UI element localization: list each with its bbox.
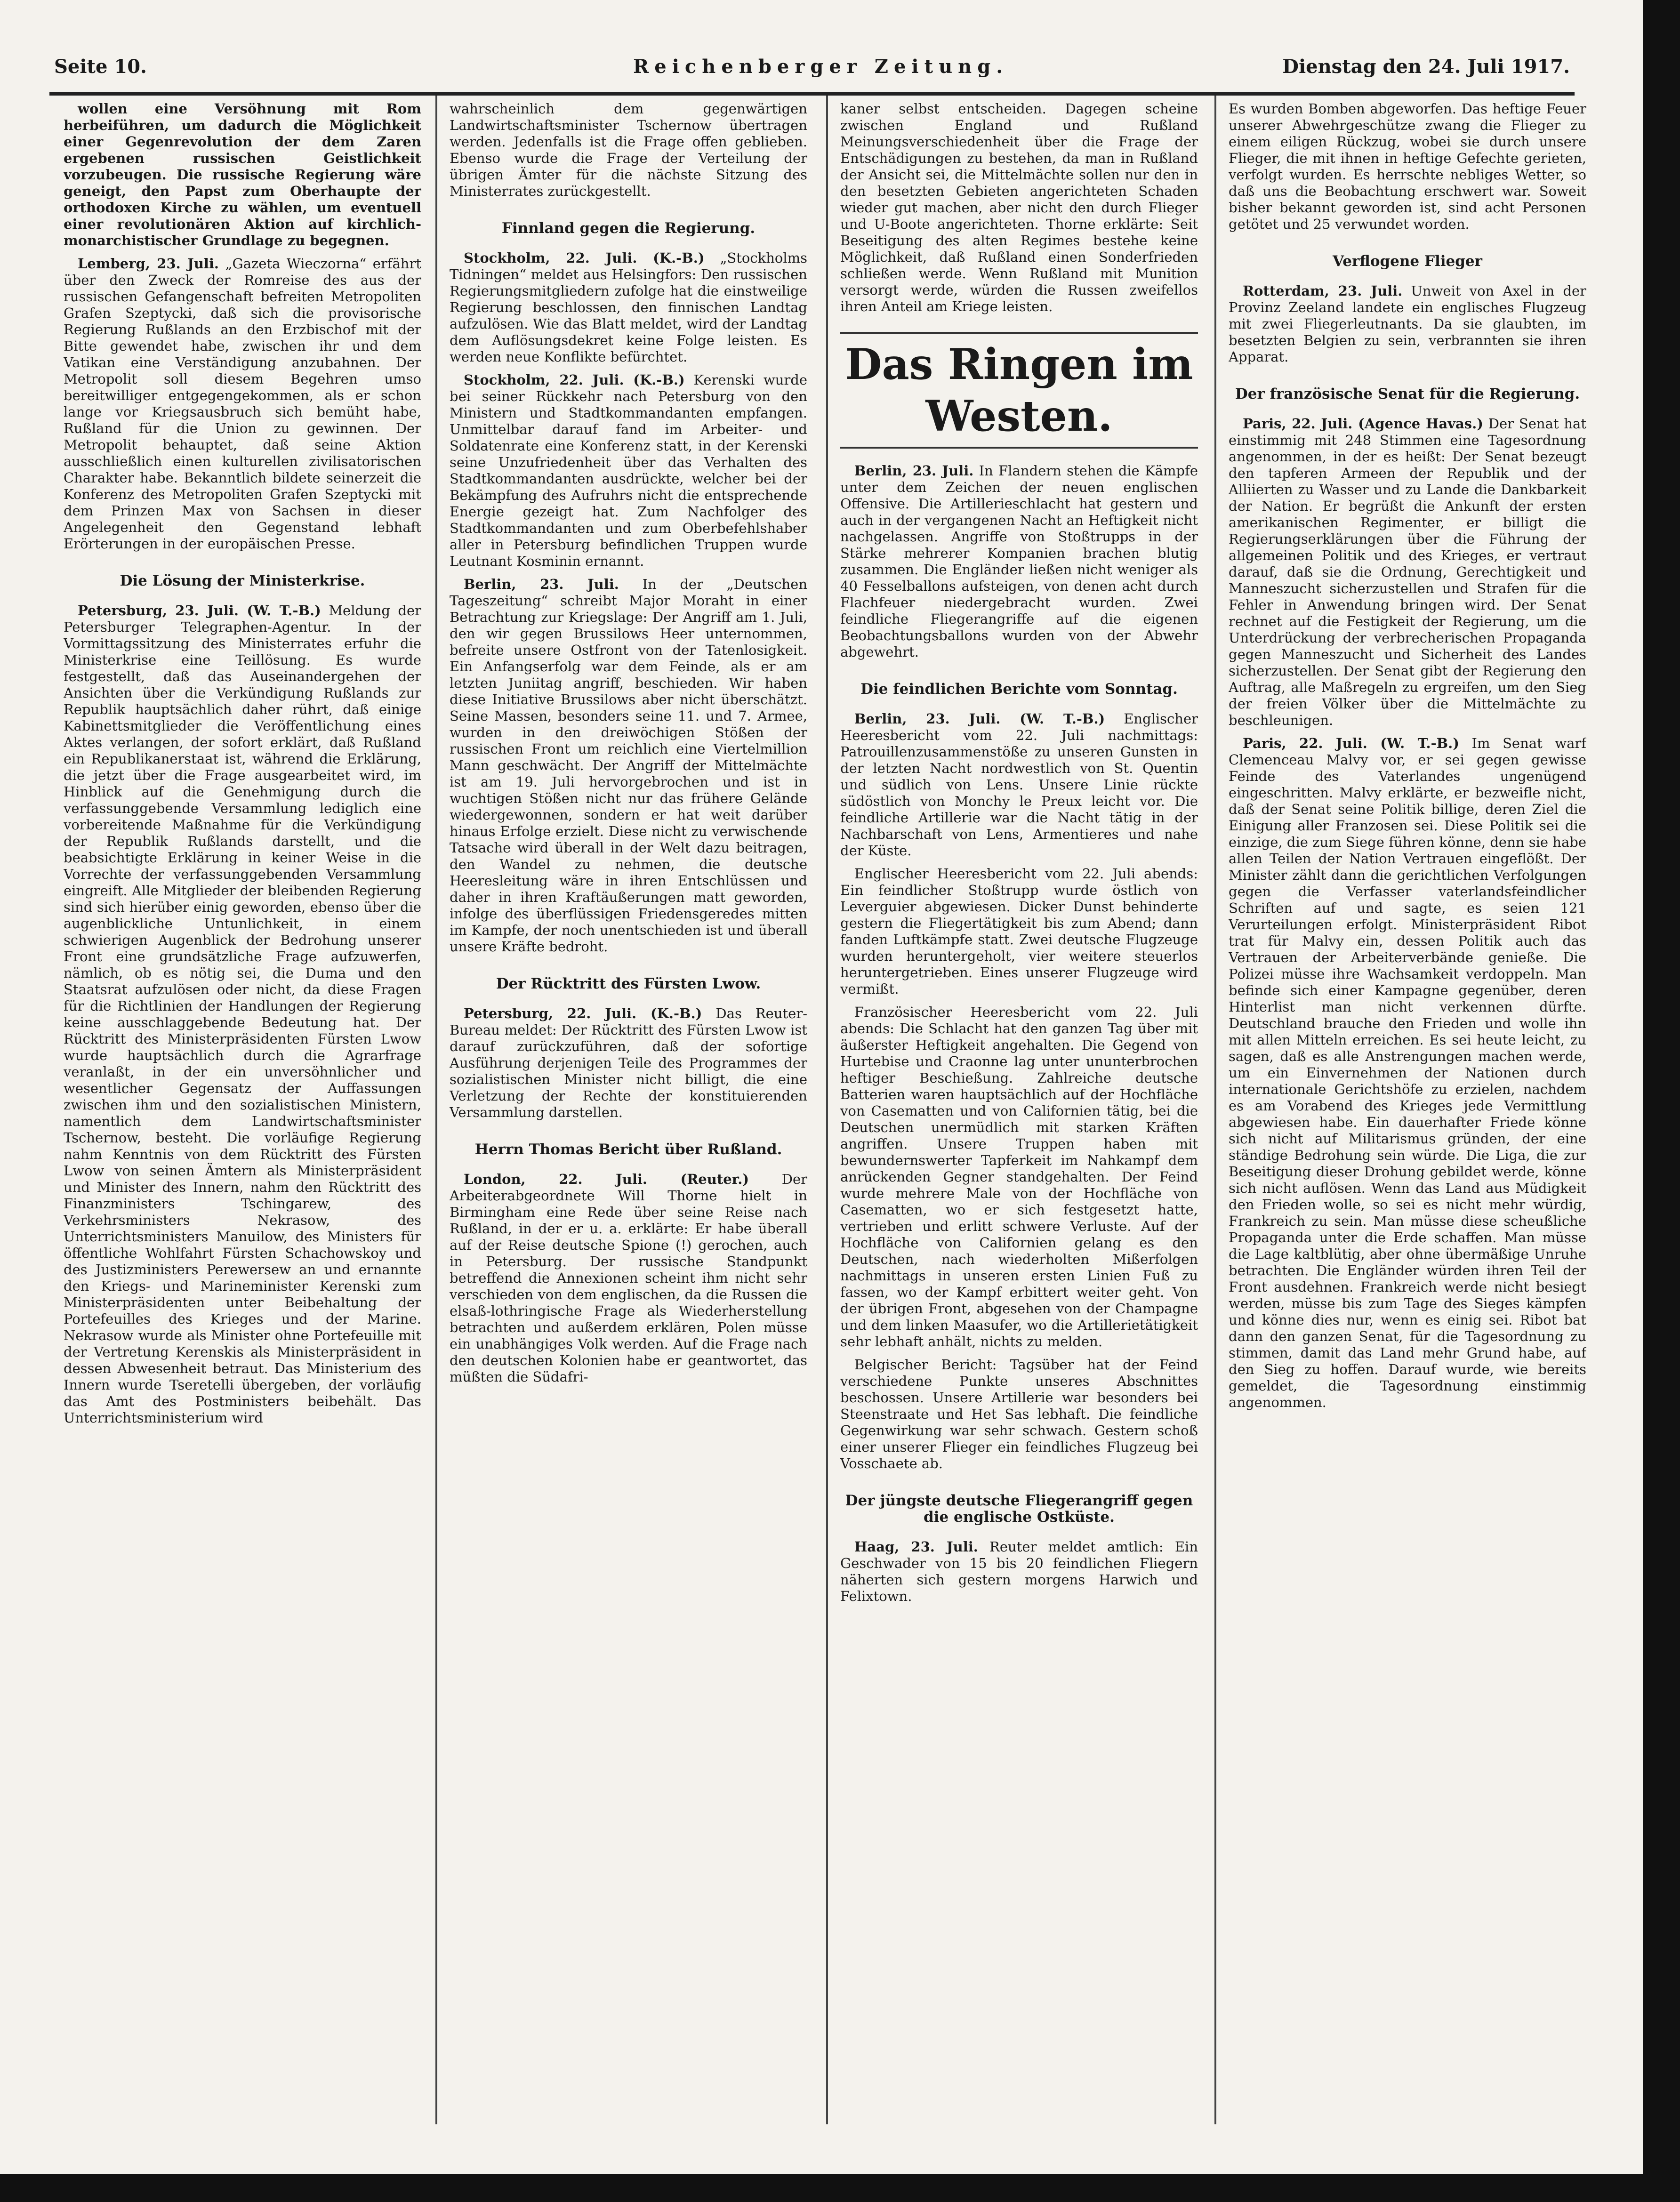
column-4 [1229, 101, 1586, 2125]
article-headline: Die Lösung der Ministerkrise. [120, 572, 365, 589]
column-divider [435, 96, 437, 2124]
paragraph-text: Meldung der Petersburger Telegraphen-Agentur. In der Vormittagssitzung des Ministerrates erfuhr die Ministerkrise eine Teillösung. Es wurde festgestellt, daß das Auseinandergehen der Ansichten über die Verkündigung Rußlands zur Republik hauptsächlich daher rührt, daß einige Kabinettsmitglieder die Veröffentlichung eines Aktes verlangen, der sofort erklärt, daß Rußland ein Republikanerstaat ist, während die Erklärung, die jetzt über die Frage ausgearbeitet wird, im Hinblick auf die Genehmigung durch die verfassunggebende Versammlung lediglich eine vorbereitende Maßnahme für die Verkündigung der Republik Rußlands darstellt, und die beabsichtigte Erklärung in keiner Weise in die Vorrechte der verfassunggebenden Versammlung eingreift. Alle Mitglieder der bleibenden Regierung sind sich hierüber einig geworden, ebenso über die augenblickliche Untunlichkeit, in einem schwierigen Augenblick der Bedrohung unserer Front eine grundsätzliche Frage aufzuwerfen, nämlich, ob es nötig sei, die Duma und den Staatsrat aufzulösen oder nicht, da diese Fragen für die Richtlinien der Handlungen der Regierung keine ausschlaggebende Bedeutung hat. Der Rücktritt des Ministerpräsidenten Fürsten Lwow wurde hauptsächlich durch die Agrarfrage veranlaßt, in der ein unversöhnlicher und wesentlicher Gegensatz der Auffassungen zwischen ihm und den sozialistischen Ministern, namentlich dem Landwirtschaftsminister Tschernow, besteht. Die vorläufige Regierung nahm Kenntnis von dem Rücktritt des Fürsten Lwow von seinen Ämtern als Ministerpräsident und Minister des Innern, nahm den Rücktritt des Finanzministers Tschingarew, des Verkehrsministers Nekrasow, des Unterrichtsministers Manuilow, des Ministers für öffentliche Wohlfahrt Fürsten Schachowskoy und des Justizministers Perewersew an und ernannte den Kriegs- und Marineminister Kerenski zum Ministerpräsidenten unter Beibehaltung der Portefeuilles des Krieges und der Marine. Nekrasow wurde als Minister ohne Portefeuille mit der Vertretung Kerenskis als Ministerpräsident in dessen Abwesenheit betraut. Das Ministerium des Innern wurde Tseretelli übergeben, der vorläufig das Amt des Postministers beibehält. Das Unterrichtsministerium wird [64, 603, 421, 1426]
paragraph-text: Der Arbeiterabgeordnete Will Thorne hielt in Birmingham eine Rede über seine Reise nach Rußland, in der er u. a. erklärte: Er habe überall auf der Reise deutsche Spione (!) gerochen, auch in Petersburg. Der russische Standpunkt betreffend die Annexionen scheint ihm nicht sehr verschieden von dem englischen, da die Russen die elsaß-lothringische Frage als Wiederherstellung betrachten und außerdem erklären, Polen müsse ein unabhängiges Volk werden. Auf die Frage nach den deutschen Kolonien habe er geantwortet, das müßten die Südafri- [450, 1171, 807, 1385]
dateline: Berlin, 23. Juli. [854, 463, 974, 479]
article-paragraph [450, 101, 807, 200]
dateline: Petersburg, 22. Juli. (K.-B.) [464, 1005, 702, 1021]
article-headline: Der Rücktritt des Fürsten Lwow. [496, 975, 761, 992]
paragraph-text: Der Senat hat einstimmig mit 248 Stimmen eine Tagesordnung angenommen, in der es heißt: Der Senat bezeugt den tapferen Armeen der Republik und der Alliierten zu Wasser und zu Lande die Dankbarkeit der Nation. Er begrüßt die Ankunft der ersten amerikanischen Regimenter, er billigt die Regierungserklärungen über die Führung der allgemeinen Politik und des Krieges, er vertraut darauf, daß sie die Ordnung, Gerechtigkeit und Manneszucht sicherzustellen und Strafen für die Fehler in Anwendung bringen wird. Der Senat rechnet auf die Festigkeit der Regierung, um die Unterdrückung der verbrecherischen Propaganda gegen Manneszucht und Sicherheit des Landes sicherzustellen. Der Senat gibt der Regierung den Auftrag, alle Maßregeln zu ergreifen, um den Sieg der freien Völker über die Mittelmächte zu beschleunigen. [1229, 416, 1586, 728]
dateline: Stockholm, 22. Juli. (K.-B.) [464, 250, 705, 266]
article-paragraph [840, 101, 1198, 315]
article-paragraph [450, 372, 807, 570]
article-paragraph [450, 1005, 807, 1121]
paragraph-text: wollen eine Versöhnung mit Rom herbeiführen, um dadurch die Möglichkeit einer Gegenrevolution der dem Zaren ergebenen russischen Geistlichkeit vorzubeugen. Die russische Regierung wäre geneigt, den Papst zum Oberhaupte der orthodoxen Kirche zu wählen, um eventuell einer revolutionären Aktion auf kirchlich-monarchistischer Grundlage zu begegnen. [64, 101, 421, 249]
article-paragraph [840, 1004, 1198, 1350]
section-title: Das Ringen im Westen. [840, 332, 1198, 449]
article-headline: Die feindlichen Berichte vom Sonntag. [860, 681, 1178, 698]
article-paragraph [840, 1357, 1198, 1472]
scan-edge [1643, 0, 1680, 2202]
scan-edge [0, 2174, 1680, 2202]
dateline: Lemberg, 23. Juli. [78, 256, 219, 272]
column-divider [1214, 96, 1216, 2124]
article-paragraph [1229, 283, 1586, 365]
article-headline: Finnland gegen die Regierung. [501, 220, 756, 237]
paragraph-text: „Stockholms Tidningen“ meldet aus Helsingfors: Den russischen Regierungsmitgliedern zufolge hat die einstweilige Regierung beschlossen, den finnischen Landtag aufzulösen. Wie das Blatt meldet, wird der Landtag dem Auflösungsdekret keine Folge leisten. Es werden neue Konflikte befürchtet. [450, 250, 807, 365]
article-headline: Der jüngste deutsche Fliegerangriff gegen die englische Ostküste. [845, 1492, 1193, 1526]
article-paragraph [1229, 735, 1586, 1411]
paragraph-text: Im Senat warf Clemenceau Malvy vor, er sei gegen gewisse Feinde des Vaterlandes ungenügend eingeschritten. Malvy erklärte, er bezweifle nicht, daß der Senat seine Politik billige, deren Ziel die Einigung aller Franzosen sei. Diese Politik sei die einzige, die zum Siege führen könne, denn sie habe allen Teilen der Nation Vertrauen eingeflößt. Der Minister zählt dann die gerichtlichen Verfolgungen gegen die Verfasser vaterlandsfeindlicher Schriften auf und sagte, es seien 121 Verurteilungen erfolgt. Ministerpräsident Ribot trat für Malvy ein, dessen Politik auch das Vertrauen der Arbeiterverbände genieße. Die Polizei müsse ihre Wachsamkeit verdoppeln. Man befinde sich einer Kampagne gegenüber, deren Hinterlist man nicht verkennen dürfte. Deutschland brauche den Frieden und wolle ihn mit allen Mitteln erreichen. Es sei heute leicht, zu sagen, daß es alle Anstrengungen machen werde, um ein Einvernehmen der Nationen durch internationale Gerichtshöfe zu erzielen, nachdem es am Vorabend des Krieges jede Vermittlung abgewiesen habe. Ein dauerhafter Friede könne sich nicht auf Militarismus gründen, der eine ständige Bedrohung sein würde. Die Liga, die zur Beseitigung dieser Drohung gebildet werde, könne sich nicht auflösen. Wenn das Land aus Müdigkeit den Frieden wolle, so sei es nicht mehr würdig, Frankreich zu sein. Man müsse diese scheußliche Propaganda unter die Erde schaffen. Man müsse die Lage kaltblütig, aber ohne übermäßige Unruhe betrachten. Die Engländer würden ihren Teil der Front ausdehnen. Frankreich werde nicht besiegt werden, müsse bis zum Tage des Sieges kämpfen und könne dies nur, wenn es einig sei. Ribot bat dann den ganzen Senat, für die Tagesordnung zu stimmen, damit das Land mehr Grund habe, auf den Sieg zu hoffen. Darauf wurde, wie bereits gemeldet, die Tagesordnung einstimmig angenommen. [1229, 735, 1586, 1410]
dateline: Haag, 23. Juli. [854, 1539, 978, 1555]
paragraph-text: Kerenski wurde bei seiner Rückkehr nach Petersburg von den Ministern und Stadtkommandanten empfangen. Unmittelbar darauf fand im Arbeiter- und Soldatenrate eine Konferenz statt, in der Kerenski seine Unzufriedenheit über das Verhalten des Stadtkommandanten ausdrückte, welcher bei der Bekämpfung des Aufruhrs nicht die entsprechende Energie gezeigt hat. Zum Nachfolger des Stadtkommandanten und zum Oberbefehlshaber aller in Petersburg befindlichen Truppen wurde Leutnant Kosminin ernannt. [450, 372, 807, 569]
article-paragraph [450, 576, 807, 955]
paragraph-text: Reuter meldet amtlich: Ein Geschwader von 15 bis 20 feindlichen Fliegern näherten sich gestern morgens Harwich und Felixtown. [840, 1539, 1198, 1604]
dateline: London, 22. Juli. (Reuter.) [464, 1171, 749, 1187]
column-1 [64, 101, 421, 2125]
paragraph-text: kaner selbst entscheiden. Dagegen scheine zwischen England und Rußland Meinungsverschiedenheit über die Frage der Entschädigungen zu bestehen, da man in Rußland der Ansicht sei, die Mittelmächte sollen nur den in den besetzten Gebieten angerichteten Schaden wieder gut machen, aber nicht den durch Flieger und U-Boote angerichteten. Thorne erklärte: Seit Beseitigung des alten Regimes bestehe keine Möglichkeit, daß Rußland einen Sonderfrieden schließen werde. Wenn Rußland mit Munition versorgt werde, würden die Russen zweifellos ihren Anteil am Kriege leisten. [840, 101, 1198, 314]
newspaper-title: Reichenberger Zeitung. [633, 56, 1009, 78]
paragraph-text: Englischer Heeresbericht vom 22. Juli abends: Ein feindlicher Stoßtrupp wurde östlich von Leverguier abgewiesen. Dicker Dunst behinderte gestern die Fliegertätigkeit bis zum Abend; dann fanden Luftkämpfe statt. Zwei deutsche Flugzeuge wurden heruntergeholt, vier weitere steuerlos heruntergetrieben. Eines unserer Flugzeuge wird vermißt. [840, 866, 1198, 997]
article-headline: Verflogene Flieger [1333, 253, 1482, 270]
dateline: Berlin, 23. Juli. (W. T.-B.) [854, 711, 1105, 727]
dateline: Rotterdam, 23. Juli. [1243, 283, 1403, 299]
dateline: Stockholm, 22. Juli. (K.-B.) [464, 372, 685, 388]
dateline: Petersburg, 23. Juli. (W. T.-B.) [78, 603, 321, 619]
article-paragraph [64, 256, 421, 552]
column-3 [840, 101, 1198, 2125]
dateline: Paris, 22. Juli. (W. T.-B.) [1243, 735, 1459, 751]
paragraph-text: Englischer Heeresbericht vom 22. Juli nachmittags: Patrouillenzusammenstöße zu unseren Gunsten in der letzten Nacht nordwestlich von St. Quentin und südlich von Lens. Unsere Linie rückte südöstlich von Monchy le Preux leicht vor. Die feindliche Artillerie war die Nacht tätig in der Nachbarschaft von Lens, Armentieres und nahe der Küste. [840, 711, 1198, 859]
article-paragraph [64, 101, 421, 249]
issue-date: Dienstag den 24. Juli 1917. [1282, 56, 1570, 78]
article-paragraph [64, 603, 421, 1426]
paragraph-text: Unweit von Axel in der Provinz Zeeland landete ein englisches Flugzeug mit zwei Fliegerleutnants. Da sie glaubten, im besetzten Belgien zu sein, verbrannten sie ihren Apparat. [1229, 283, 1586, 365]
paragraph-text: In der „Deutschen Tageszeitung“ schreibt Major Moraht in einer Betrachtung zur Kriegslage: Der Angriff am 1. Juli, den wir gegen Brussilows Heer unternommen, befreite unsere Ostfront von der Tatenlosigkeit. Ein Anfangserfolg war dem Feinde, als er am letzten Juniitag angriff, beschieden. Wir haben diese Initiative Brussilows aber nicht überschätzt. Seine Massen, besonders seine 11. und 7. Armee, wurden in den dreiwöchigen Stößen der russischen Front um reichlich eine Viertelmillion Mann geschwächt. Der Angriff der Mittelmächte ist am 19. Juli hervorgebrochen und ist in wuchtigen Stößen nicht nur das frühere Gelände wiedergewonnen, sondern er hat weit darüber hinaus Erfolge erzielt. Diese nicht zu verwischende Tatsache wird überall in der Welt dazu beitragen, den Wandel zu nehmen, die deutsche Heeresleitung wäre in ihren Entschlüssen und daher in ihren Kraftäußerungen matt geworden, infolge des überflüssigen Friedensgeredes mitten im Kampfe, der noch unentschieden ist und überall unsere Kräfte bedroht. [450, 576, 807, 955]
article-paragraph [840, 1539, 1198, 1605]
article-paragraph [1229, 416, 1586, 729]
paragraph-text: Französischer Heeresbericht vom 22. Juli abends: Die Schlacht hat den ganzen Tag über mit äußerster Heftigkeit angehalten. Die Gegend von Hurtebise und Craonne lag unter ununterbrochen heftiger Beschießung. Zahlreiche deutsche Batterien waren hauptsächlich auf der Hochfläche von Casematten und von Californien tätig, bei die Deutschen unermüdlich mit starken Kräften angriffen. Unsere Truppen haben mit bewundernswerter Tapferkeit im Nahkampf dem anrückenden Gegner standgehalten. Der Feind wurde mehrere Male von der Hochfläche von Casematten, wo er sich festgesetzt hatte, vertrieben und erlitt schwere Verluste. Auf der Hochfläche von Californien gelang es den Deutschen, nach wiederholten Mißerfolgen nachmittags in unseren ersten Linien Fuß zu fassen, wo der Kampf erbittert weiter geht. Von der übrigen Front, abgesehen von der Champagne und dem linken Maasufer, wo die Artillerietätigkeit sehr lebhaft anhält, nichts zu melden. [840, 1004, 1198, 1350]
paragraph-text: Belgischer Bericht: Tagsüber hat der Feind verschiedene Punkte unseres Abschnittes beschossen. Unsere Artillerie war besonders bei Steenstraate und Het Sas lebhaft. Die feindliche Gegenwirkung war sehr schwach. Gestern schoß einer unserer Flieger ein feindliches Flugzeug bei Vosschaete ab. [840, 1357, 1198, 1471]
article-paragraph [450, 250, 807, 365]
paragraph-text: Es wurden Bomben abgeworfen. Das heftige Feuer unserer Abwehrgeschütze zwang die Flieger zu einem eiligen Rückzug, wobei sie durch unsere Flieger, die mit ihnen in heftige Gefechte gerieten, verfolgt wurden. Es herrschte nebliges Wetter, so daß uns die Beobachtung erschwert war. Soweit bisher bekannt geworden ist, sind acht Personen getötet und 25 verwundet worden. [1229, 101, 1586, 232]
masthead [54, 56, 1570, 88]
header-rule [49, 92, 1575, 96]
article-paragraph [1229, 101, 1586, 233]
paragraph-text: Das Reuter-Bureau meldet: Der Rücktritt des Fürsten Lwow ist darauf zurückzuführen, daß der sofortige Ausführung derjenigen Teile des Programmes der sozialistischen Minister nicht billigt, die eine Verletzung der Rechte der konstituierenden Versammlung darstellen. [450, 1005, 807, 1120]
article-headline: Herrn Thomas Bericht über Rußland. [474, 1141, 782, 1158]
article-paragraph [840, 711, 1198, 859]
article-headline: Der französische Senat für die Regierung. [1235, 386, 1580, 402]
dateline: Berlin, 23. Juli. [464, 576, 619, 592]
column-divider [826, 96, 828, 2124]
column-2 [450, 101, 807, 2125]
dateline: Paris, 22. Juli. (Agence Havas.) [1243, 416, 1483, 432]
article-paragraph [840, 866, 1198, 997]
paragraph-text: wahrscheinlich dem gegenwärtigen Landwirtschaftsminister Tschernow übertragen werden. Jedenfalls ist die Frage offen geblieben. Ebenso wurde die Frage der Verteilung der übrigen Ämter für die nächste Sitzung des Ministerrates zurückgestellt. [450, 101, 807, 199]
article-paragraph [840, 463, 1198, 660]
paragraph-text: „Gazeta Wieczorna“ erfährt über den Zweck der Romreise des aus der russischen Gefangenschaft befreiten Metropoliten Grafen Szeptycki, daß sich die provisorische Regierung Rußlands an den Erzbischof mit der Bitte gewendet habe, zwischen ihr und dem Vatikan eine Verständigung anzubahnen. Der Metropolit soll diesem Begehren umso bereitwilliger entgegengekommen, als er schon lange vor Kriegsausbruch sich bemüht habe, Rußland für die Union zu gewinnen. Der Metropolit behauptet, daß seine Aktion ausschließlich einen kulturellen zivilisatorischen Charakter habe. Bekanntlich bildete seinerzeit die Konferenz des Metropoliten Grafen Szeptycki mit dem Prinzen Max von Sachsen in dieser Angelegenheit den Gegenstand lebhaft Erörterungen in der europäischen Presse. [64, 256, 421, 552]
article-paragraph [450, 1171, 807, 1385]
page-number: Seite 10. [54, 56, 147, 78]
paragraph-text: In Flandern stehen die Kämpfe unter dem Zeichen der neuen englischen Offensive. Die Artillerieschlacht hat gestern und auch in der vergangenen Nacht an Heftigkeit nicht nachgelassen. Angriffe von Stoßtrupps in der Stärke mehrerer Kompanien brachen blutig zusammen. Die Engländer ließen nicht weniger als 40 Fesselballons aufsteigen, von denen acht durch Flachfeuer niedergebracht wurden. Zwei feindliche Fliegerangriffe auf die eigenen Beobachtungsballons wurden von der Abwehr abgewehrt. [840, 463, 1198, 660]
